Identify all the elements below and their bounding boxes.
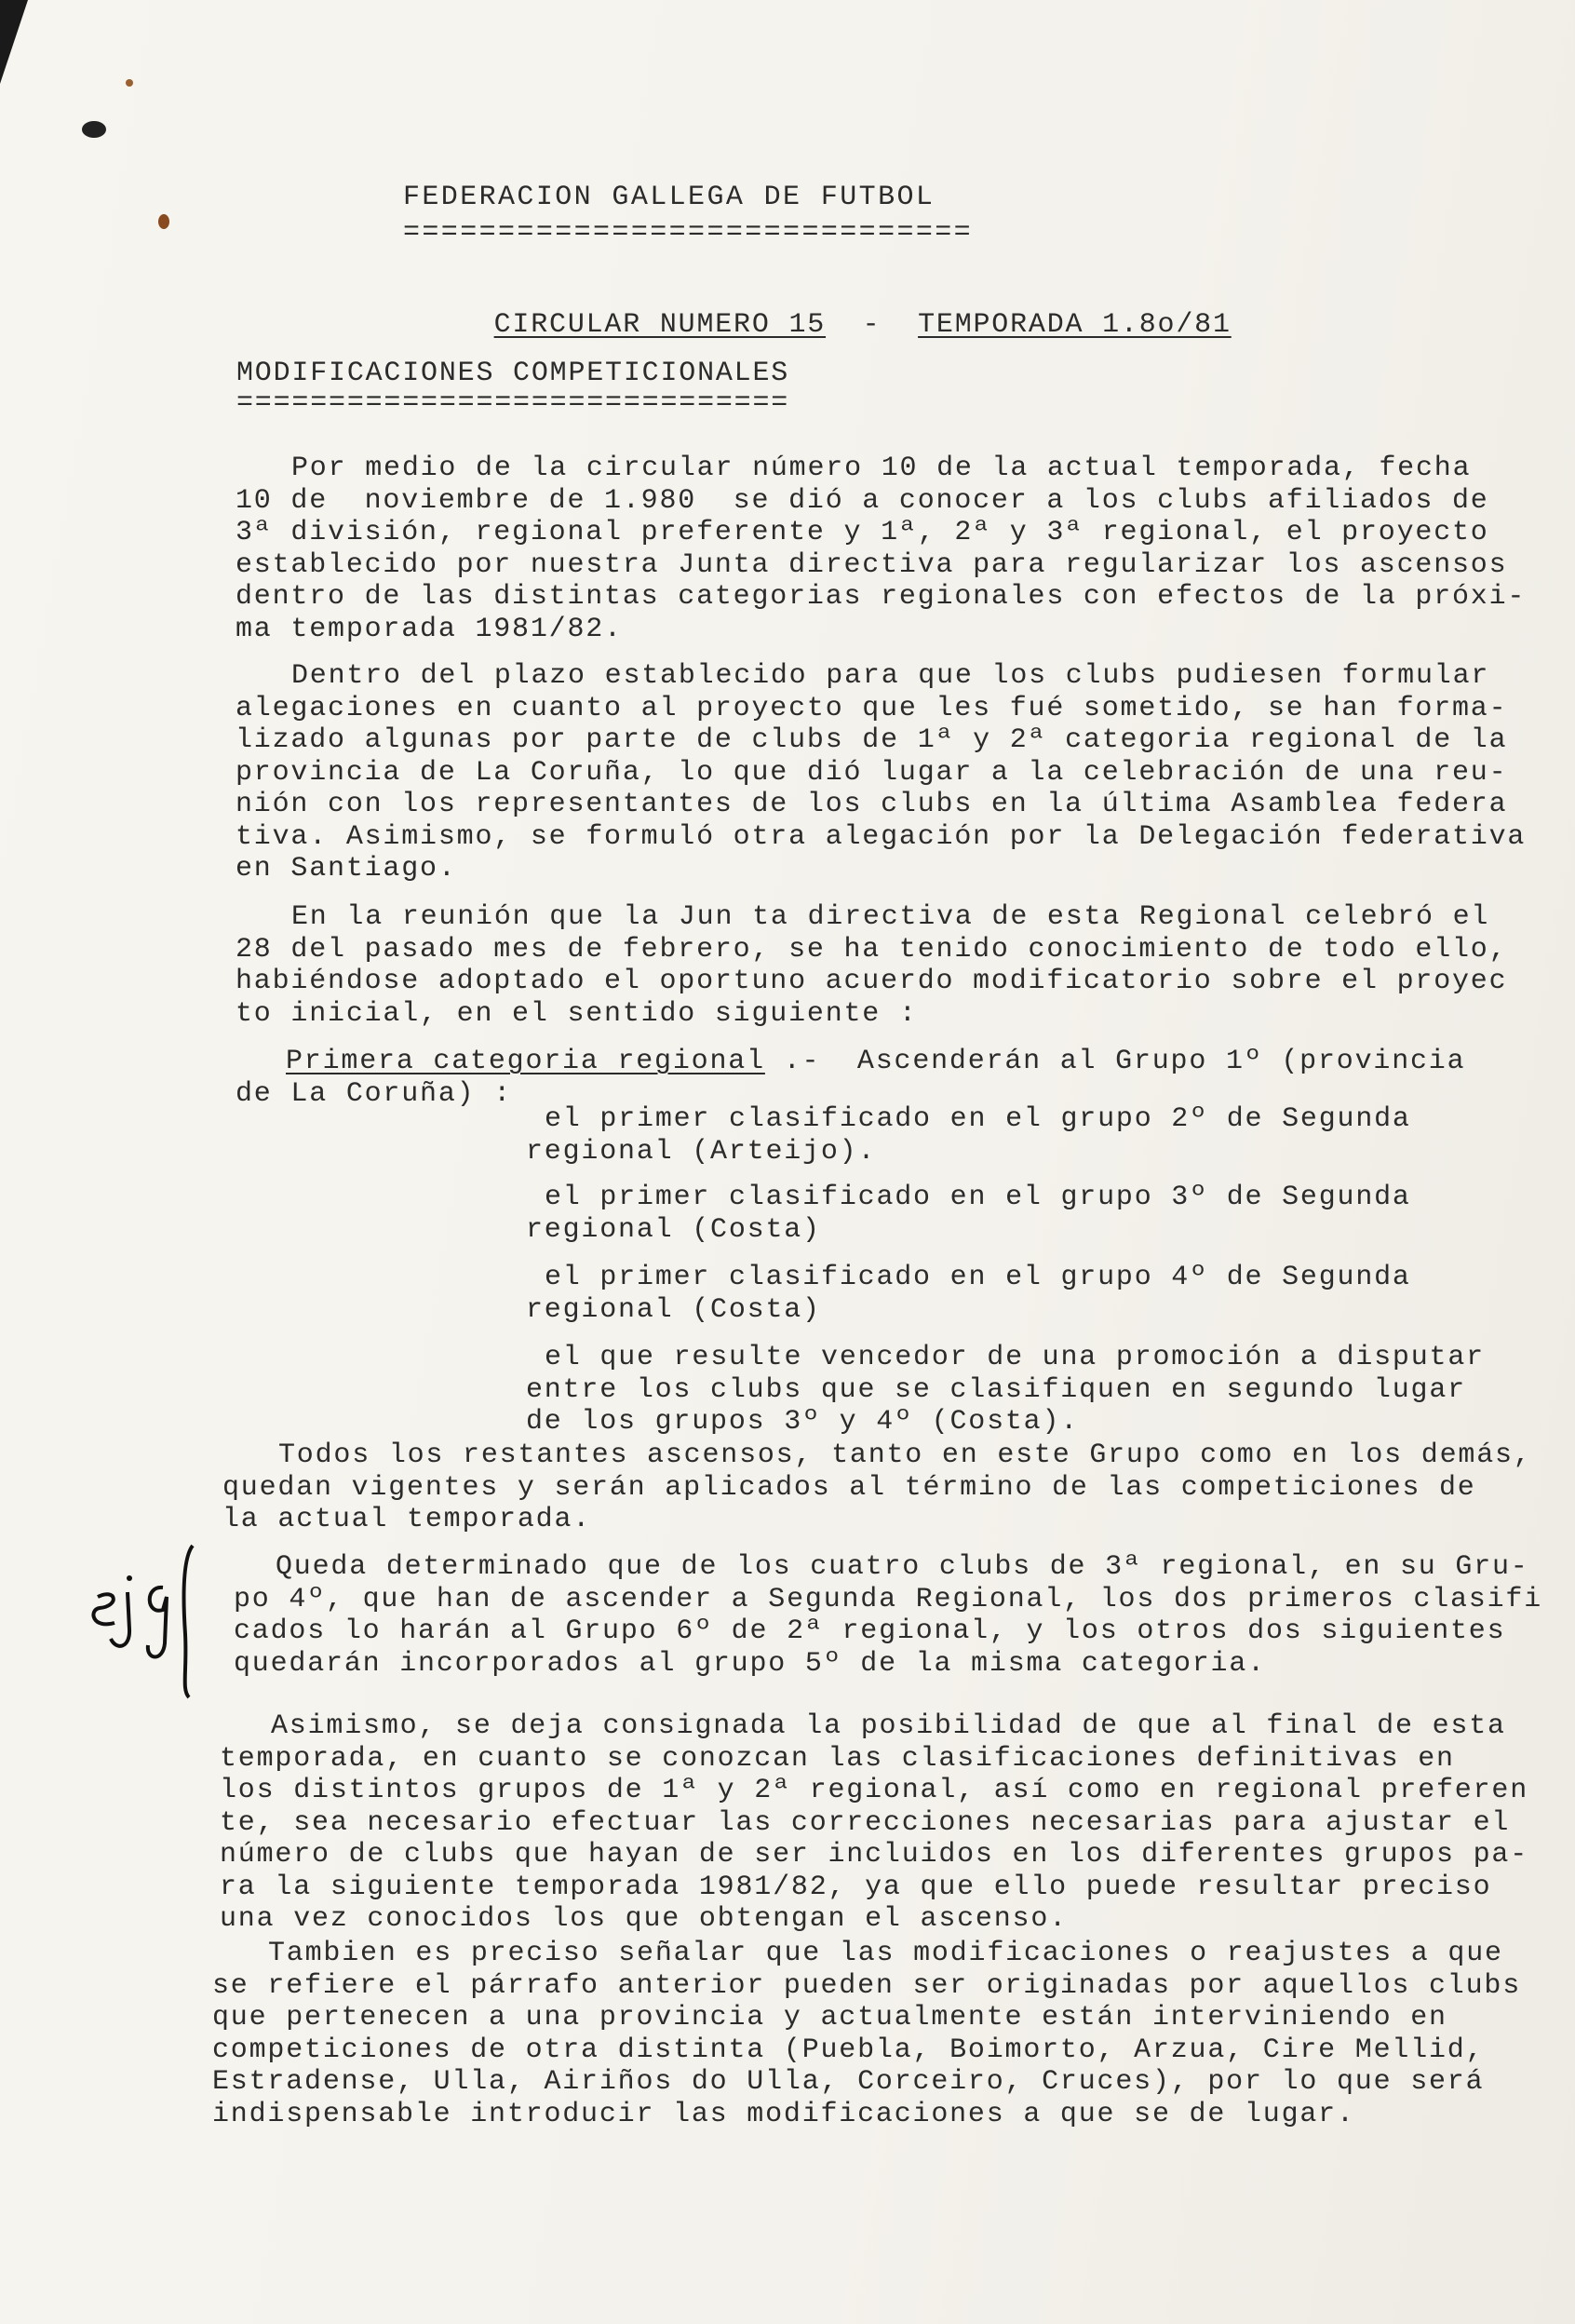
primera-categoria-block [236,1046,1465,1110]
torn-corner [0,0,28,84]
text-line: cados lo harán al Grupo 6º de 2ª regional, y los otros dos siguientes [234,1615,1506,1647]
text-line: En la reunión que la Jun ta directiva de esta Regional celebró el [291,901,1490,933]
text-line: tiva. Asimismo, se formuló otra alegación por la Delegación federativa [236,820,1527,853]
text-line: quedan vigentes y serán aplicados al término de las competiciones de [222,1471,1476,1504]
text-line: po 4º, que han de ascender a Segunda Regional, los dos primeros clasifi [234,1583,1543,1615]
text-line: Por medio de la circular número 10 de la actual temporada, fecha [291,453,1472,484]
text-line: Queda determinado que de los cuatro clubs de 3ª regional, en su Gru- [276,1551,1529,1583]
text-line: indispensable introducir las modificaciones a que se de lugar. [212,2098,1355,2130]
primera-categoria-text: .- Ascenderán al Grupo 1º (provincia [764,1046,1466,1077]
text-line: se refiere el párrafo anterior pueden ser originadas por aquellos clubs [212,1969,1522,2002]
text-line: Dentro del plazo establecido para que los clubs pudiesen formular [291,660,1490,692]
text-line: Tambien es preciso señalar que las modificaciones o reajustes a que [268,1938,1503,1969]
margin-bracket [183,1546,193,1697]
section-title: MODIFICACIONES COMPETICIONALES [236,358,790,389]
text-line: quedarán incorporados al grupo 5º de la misma categoria. [234,1647,1266,1680]
ink-stain [82,121,106,138]
text-line: en Santiago. [236,853,457,885]
text-line: habiéndose adoptado el oportuno acuerdo modificatorio sobre el proyec [236,966,1508,997]
text-line: el que resulte vencedor de una promoción a disputar [545,1342,1485,1373]
circular-number: CIRCULAR NUMERO 15 [493,309,827,341]
rust-stain [126,79,133,87]
list-item [526,1342,1485,1439]
primera-categoria-heading: Primera categoria regional [286,1046,765,1077]
text-line: ra la siguiente temporada 1981/82, ya que ello puede resultar preciso [220,1871,1492,1903]
paragraph-7 [212,1938,1521,2130]
section-rule: ============================== [236,387,790,419]
paragraph-4 [222,1439,1532,1536]
list-item [526,1103,1411,1168]
text-line: que pertenecen a una provincia y actualmente están interviniendo en [212,2002,1447,2034]
list-item [526,1182,1411,1246]
text-line: to inicial, en el sentido siguiente : [236,997,918,1030]
list-item [526,1262,1411,1326]
handwritten-e [93,1594,114,1624]
handwritten-annotation [88,1541,209,1699]
text-line: entre los clubs que se clasifiquen en segundo lugar [526,1373,1466,1406]
text-line: Asimismo, se deja consignada la posibilidad de que al final de esta [271,1710,1506,1742]
organization-title: FEDERACION GALLEGA DE FUTBOL [403,182,936,213]
text-line: el primer clasificado en el grupo 3º de Segunda [545,1182,1411,1213]
paragraph-2 [236,660,1526,885]
text-line: el primer clasificado en el grupo 4º de Segunda [545,1262,1411,1293]
text-line: Todos los restantes ascensos, tanto en este Grupo como en los demás, [278,1439,1532,1471]
text-line: 28 del pasado mes de febrero, se ha tenido conocimiento de todo ello, [236,933,1508,966]
text-line: regional (Arteijo). [526,1135,877,1168]
paragraph-1 [236,453,1526,645]
text-line: alegaciones en cuanto al proyecto que les fué sometido, se han forma- [236,692,1508,724]
text-line: los distintos grupos de 1ª y 2ª regional, así como en regional preferen [220,1775,1529,1806]
organization-rule: ============================== [403,217,974,249]
text-line: regional (Costa) [526,1213,821,1246]
text-line: una vez conocidos los que obtengan el ascenso. [220,1903,1068,1935]
paragraph-6 [220,1710,1528,1936]
text-line: te, sea necesario efectuar las correcciones necesarias para ajustar el [220,1806,1511,1839]
handwritten-g [148,1588,167,1657]
paragraph-5 [234,1551,1542,1680]
primera-categoria-line2: de La Coruña) : [236,1077,513,1110]
text-line: provincia de La Coruña, lo que dió lugar a la celebración de una reu- [236,756,1508,789]
text-line: 10 de noviembre de 1.980 se dió a conocer a los clubs afiliados de [236,484,1489,517]
rust-stain [158,214,169,229]
text-line: Estradense, Ulla, Airiños do Ulla, Corceiro, Cruces), por lo que será [212,2066,1485,2098]
text-line: la actual temporada. [222,1504,592,1535]
text-line: 3ª división, regional preferente y 1ª, 2ª y 3ª regional, el proyecto [236,517,1489,548]
text-line: temporada, en cuanto se conozcan las clasificaciones definitivas en [220,1742,1455,1775]
text-line: dentro de las distintas categorias regionales con efectos de la próxi- [236,581,1527,613]
text-line: el primer clasificado en el grupo 2º de Segunda [545,1103,1411,1135]
text-line: de los grupos 3º y 4º (Costa). [526,1406,1080,1438]
text-line: ma temporada 1981/82. [236,613,623,645]
text-line: lizado algunas por parte de clubs de 1ª y 2ª categoria regional de la [236,724,1508,756]
heading-separator: - [862,309,882,341]
text-line: establecido por nuestra Junta directiva para regularizar los ascensos [236,548,1508,581]
text-line: nión con los representantes de los clubs en la última Asamblea federa [236,789,1508,820]
circular-heading [457,277,1232,341]
text-line: número de clubs que hayan de ser incluidos en los diferentes grupos pa- [220,1839,1529,1871]
paragraph-3 [236,901,1507,1030]
text-line: competiciones de otra distinta (Puebla, Boimorto, Arzua, Cire Mellid, [212,2034,1485,2066]
season: TEMPORADA 1.8o/81 [918,309,1232,341]
text-line: regional (Costa) [526,1293,821,1326]
